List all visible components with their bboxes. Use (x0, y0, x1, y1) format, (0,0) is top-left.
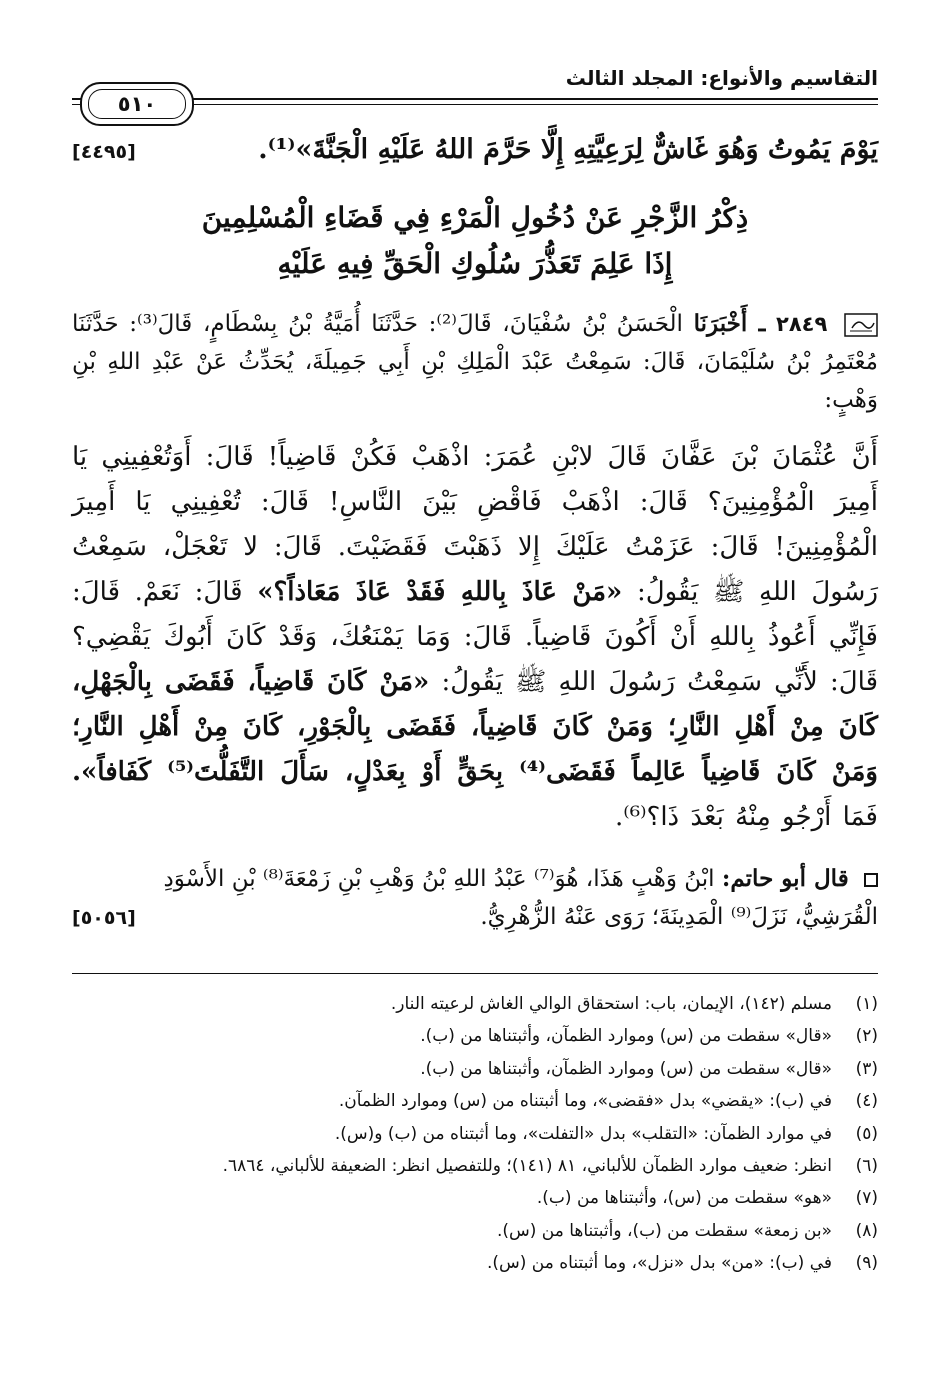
footnote-text: «هو» سقطت من (س)، وأثبتناها من (ب). (536, 1188, 832, 1209)
footnote (72, 1085, 878, 1117)
matn-part-2: قَالَ: نَعَمْ. قَالَ: فَإِنِّي أَعُوذُ بِاللهِ أَنْ أَكُونَ قَاضِياً. قَالَ: وَمَا يَمْنَعُكَ، وَقَدْ كَانَ أَبُوكَ يَقْضِي؟ قَالَ: لأَنِّي سَمِعْتُ رَسُولَ اللهِ ﷺ يَقُولُ: (72, 577, 879, 697)
hadith-isnad (72, 305, 878, 419)
footnote-number: (١) (855, 994, 878, 1014)
previous-hadith-ending (72, 134, 878, 165)
footnote-number: (٤) (855, 1091, 878, 1112)
book-page (72, 58, 878, 1328)
footnote (72, 988, 878, 1020)
chapter-title-line-2: إِذَا عَلِمَ تَعَذُّرَ سُلُوكِ الْحَقِّ فِيهِ عَلَيْهِ (277, 247, 673, 280)
footnote-text: في (ب): «يقضي» بدل «فقضى»، وما أثبتناه من (س) وموارد الظمآن. (338, 1091, 832, 1112)
matn-part-1: أَنَّ عُثْمَانَ بْنَ عَفَّانَ قَالَ لابْنِ عُمَرَ: اذْهَبْ فَكُنْ قَاضِياً! قَالَ: أَوَتُعْفِينِي يَا أَمِيرَ الْمُؤْمِنِينَ؟ قَالَ: اذْهَبْ فَاقْضِ بَيْنَ النَّاسِ! قَالَ: تُعْفِينِي يَا أَمِيرَ الْمُؤْمِنِينَ! قَالَ: عَزَمْتُ عَلَيْكَ إِلا ذَهَبْتَ فَقَضَيْتَ. قَالَ: لا تَعْجَلْ، سَمِعْتُ رَسُولَ اللهِ ﷺ يَقُولُ: (72, 442, 879, 607)
commentary-text-1: ابْنُ وَهْبٍ هَذَا، هُوَ⁽⁷⁾ عَبْدُ اللهِ بْنُ وَهْبِ بْنِ زَمْعَةَ⁽⁸⁾ بْنِ الأَسْوَدِ (163, 866, 715, 892)
footnote-text: انظر: ضعيف موارد الظمآن للألباني، ٨١ (١٤١)؛ وللتفصيل انظر: الضعيفة للألباني، ٦٨٦٤. (222, 1156, 832, 1177)
footnote-text: «بن زمعة» سقطت من (ب)، وأثبتناها من (س). (496, 1220, 832, 1241)
footnote (72, 1118, 878, 1150)
footnote-text: مسلم (١٤٢)، الإيمان، باب: استحقاق الوالي الغاش لرعيته النار. (390, 994, 832, 1014)
footnote (72, 1215, 878, 1247)
hadith-marker-icon (844, 313, 878, 337)
footnote (72, 1020, 878, 1052)
square-bullet-icon (864, 873, 878, 887)
footnote-number: (٩) (855, 1253, 878, 1274)
footnote-text: في (ب): «من» بدل «نزل»، وما أثبتناه من (س). (486, 1253, 832, 1274)
footnote (72, 1150, 878, 1182)
footnote-number: (٢) (855, 1026, 878, 1047)
footnote (72, 1053, 878, 1085)
running-title: التقاسيم والأنواع: المجلد الثالث (565, 66, 878, 90)
footnote-number: (٧) (855, 1188, 878, 1209)
commentary-label: قال أبو حاتم: (721, 865, 849, 892)
hadith-number: ٢٨٤٩ (776, 312, 828, 336)
chapter-title-line-1: ذِكْرُ الزَّجْرِ عَنْ دُخُولِ الْمَرْءِ فِي قَضَاءِ الْمُسْلِمِينَ (201, 201, 749, 234)
hadith-akhbarana: ـ أَخْبَرَنَا (693, 310, 766, 337)
footnote (72, 1247, 878, 1279)
footnote-divider (72, 973, 878, 974)
prophetic-quote-1: «مَنْ عَاذَ بِاللهِ فَقَدْ عَاذَ مَعَاذاً؟» (257, 577, 623, 607)
commentary-reference: [٥٠٥٦] (72, 907, 136, 929)
footnote-text: في موارد الظمآن: «التقلب» بدل «التفلت»، وما أثبتناه من (ب) و(س). (334, 1123, 832, 1144)
page-header (72, 58, 878, 118)
footnote-text: «قال» سقطت من (س) وموارد الظمآن، وأثبتناها من (ب). (420, 1026, 832, 1047)
footnote-number: (٨) (855, 1220, 878, 1241)
matn-part-3: فَمَا أَرْجُو مِنْهُ بَعْدَ ذَا؟⁽⁶⁾. (615, 802, 878, 832)
hadith-matn (72, 435, 878, 840)
page-number: ٥١٠ (88, 89, 186, 119)
commentary-last-line (72, 898, 878, 937)
footnote (72, 1182, 878, 1214)
page-number-frame (80, 82, 194, 126)
abu-hatim-commentary (72, 860, 878, 898)
footnote-number: (٦) (855, 1156, 878, 1177)
prophetic-quote-2: «مَنْ كَانَ قَاضِياً، فَقَضَى بِالْجَهْلِ، كَانَ مِنْ أَهْلِ النَّارِ؛ وَمَنْ كَانَ قَاضِياً، فَقَضَى بِالْجَوْرِ، كَانَ مِنْ أَهْلِ النَّارِ؛ وَمَنْ كَانَ قَاضِياً عَالِماً فَقَضَى⁽⁴⁾ بِحَقٍّ أَوْ بِعَدْلٍ، سَأَلَ التَّفَلُّتَ⁽⁵⁾ كَفَافاً». (72, 667, 878, 787)
footnote-number: (٥) (855, 1123, 878, 1144)
hadith-isnad-text: الْحَسَنُ بْنُ سُفْيَانَ، قَالَ⁽²⁾: حَدَّثَنَا أُمَيَّةُ بْنُ بِسْطَامٍ، قَالَ⁽³⁾: حَدَّثَنَا مُعْتَمِرُ بْنُ سُلَيْمَانَ، قَالَ: سَمِعْتُ عَبْدَ الْمَلِكِ بْنِ أَبِي جَمِيلَةَ، يُحَدِّثُ عَنْ عَبْدِ اللهِ بْنِ وَهْبٍ: (72, 311, 878, 413)
commentary-text-2: الْقُرَشِيُّ، نَزَلَ⁽⁹⁾ الْمَدِينَةَ؛ رَوَى عَنْهُ الزُّهْرِيُّ. (480, 904, 878, 930)
footnote-number: (٣) (855, 1058, 878, 1079)
chapter-title (72, 195, 878, 287)
previous-hadith-reference: [٤٤٩٥] (72, 141, 136, 163)
previous-hadith-text: يَوْمَ يَمُوتُ وَهُوَ غَاشٌّ لِرَعِيَّتِهِ إِلَّا حَرَّمَ اللهُ عَلَيْهِ الْجَنَّةَ»⁽¹⁾. (258, 134, 878, 165)
footnote-text: «قال» سقطت من (س) وموارد الظمآن، وأثبتناها من (ب). (420, 1058, 832, 1079)
footnotes (72, 988, 878, 1280)
